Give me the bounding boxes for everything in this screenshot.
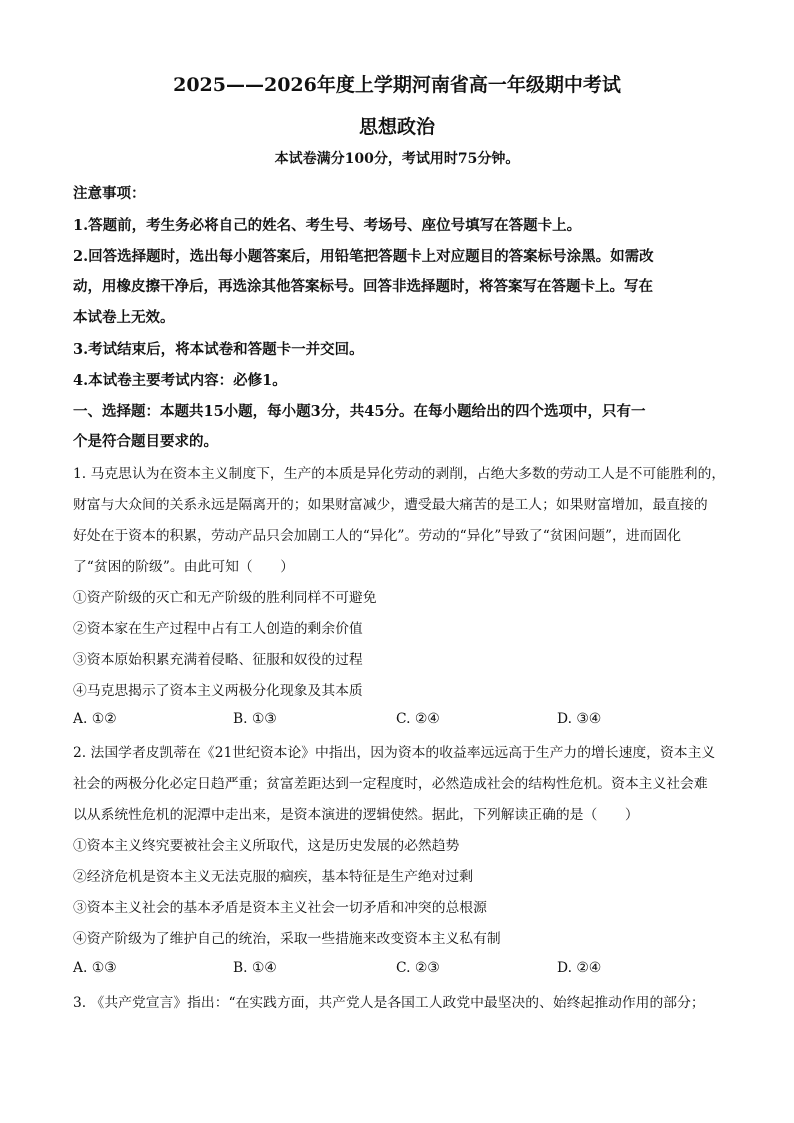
q2-stem-line-3: 以从系统性危机的泥潭中走出来，是资本演进的逻辑使然。据此，下列解读正确的是（ ） — [73, 807, 639, 823]
q2-option-b: B. ①④ — [233, 960, 277, 976]
q1-stem-line-3: 好处在于资本的积累，劳动产品只会加剧工人的“异化”。劳动的“异化”导致了“贫困问题”，进而固化 — [73, 528, 681, 544]
q1-stem-line-1: 1. 马克思认为在资本主义制度下，生产的本质是异化劳动的剥削，占绝大多数的劳动工人是不可能胜利的， — [73, 466, 726, 482]
q2-stem-line-2: 社会的两极分化必定日趋严重；贫富差距达到一定程度时，必然造成社会的结构性危机。资本主义社会难 — [73, 776, 708, 792]
q2-stem-line-1: 2. 法国学者皮凯蒂在《21世纪资本论》中指出，因为资本的收益率远远高于生产力的增长速度，资本主义 — [73, 745, 716, 761]
instruction-item-2-line-3: 本试卷上无效。 — [73, 309, 175, 326]
instruction-item-4: 4.本试卷主要考试内容：必修1。 — [73, 372, 287, 389]
exam-note: 本试卷满分100分，考试用时75分钟。 — [274, 151, 520, 167]
instructions-heading: 注意事项： — [73, 185, 146, 202]
instruction-item-2-line-2: 动，用橡皮擦干净后，再选涂其他答案标号。回答非选择题时，将答案写在答题卡上。写在 — [73, 278, 653, 295]
q1-option-c: C. ②④ — [396, 711, 440, 727]
q2-option-c: C. ②③ — [396, 960, 440, 976]
q2-statement-2: ②经济危机是资本主义无法克服的痼疾，基本特征是生产绝对过剩 — [73, 869, 474, 885]
q1-statement-1: ①资产阶级的灭亡和无产阶级的胜利同样不可避免 — [73, 590, 377, 606]
q2-option-d: D. ②④ — [557, 960, 602, 976]
q1-option-b: B. ①③ — [233, 711, 277, 727]
instruction-item-2-line-1: 2.回答选择题时，选出每小题答案后，用铅笔把答题卡上对应题目的答案标号涂黑。如需改 — [73, 248, 654, 265]
q2-statement-1: ①资本主义终究要被社会主义所取代，这是历史发展的必然趋势 — [73, 838, 460, 854]
q1-statement-4: ④马克思揭示了资本主义两极分化现象及其本质 — [73, 683, 363, 699]
q2-statement-4: ④资产阶级为了维护自己的统治，采取一些措施来改变资本主义私有制 — [73, 931, 501, 947]
q2-option-a: A. ①③ — [73, 960, 117, 976]
q3-stem-line-1: 3. 《共产党宣言》指出：“在实践方面，共产党人是各国工人政党中最坚决的、始终起推动作用的部分； — [73, 995, 705, 1011]
subject-title: 思想政治 — [358, 116, 435, 138]
q1-stem-line-4: 了“贫困的阶级”。由此可知（ ） — [73, 559, 295, 575]
q1-statement-3: ③资本原始积累充满着侵略、征服和奴役的过程 — [73, 652, 363, 668]
instruction-item-3: 3.考试结束后，将本试卷和答题卡一并交回。 — [73, 341, 364, 358]
section-heading-line-1: 一、选择题：本题共15小题，每小题3分，共45分。在每小题给出的四个选项中，只有一 — [73, 403, 646, 420]
q1-option-d: D. ③④ — [557, 711, 602, 727]
q1-option-a: A. ①② — [73, 711, 117, 727]
section-heading-line-2: 个是符合题目要求的。 — [73, 433, 218, 450]
instruction-item-1: 1.答题前，考生务必将自己的姓名、考生号、考场号、座位号填写在答题卡上。 — [73, 217, 582, 234]
q1-stem-line-2: 财富与大众间的关系永远是隔离开的；如果财富减少，遭受最大痛苦的是工人；如果财富增加，最直接的 — [73, 497, 708, 513]
q1-statement-2: ②资本家在生产过程中占有工人创造的剩余价值 — [73, 621, 363, 637]
q2-statement-3: ③资本主义社会的基本矛盾是资本主义社会一切矛盾和冲突的总根源 — [73, 900, 487, 916]
exam-title: 2025——2026年度上学期河南省高一年级期中考试 — [173, 74, 621, 96]
